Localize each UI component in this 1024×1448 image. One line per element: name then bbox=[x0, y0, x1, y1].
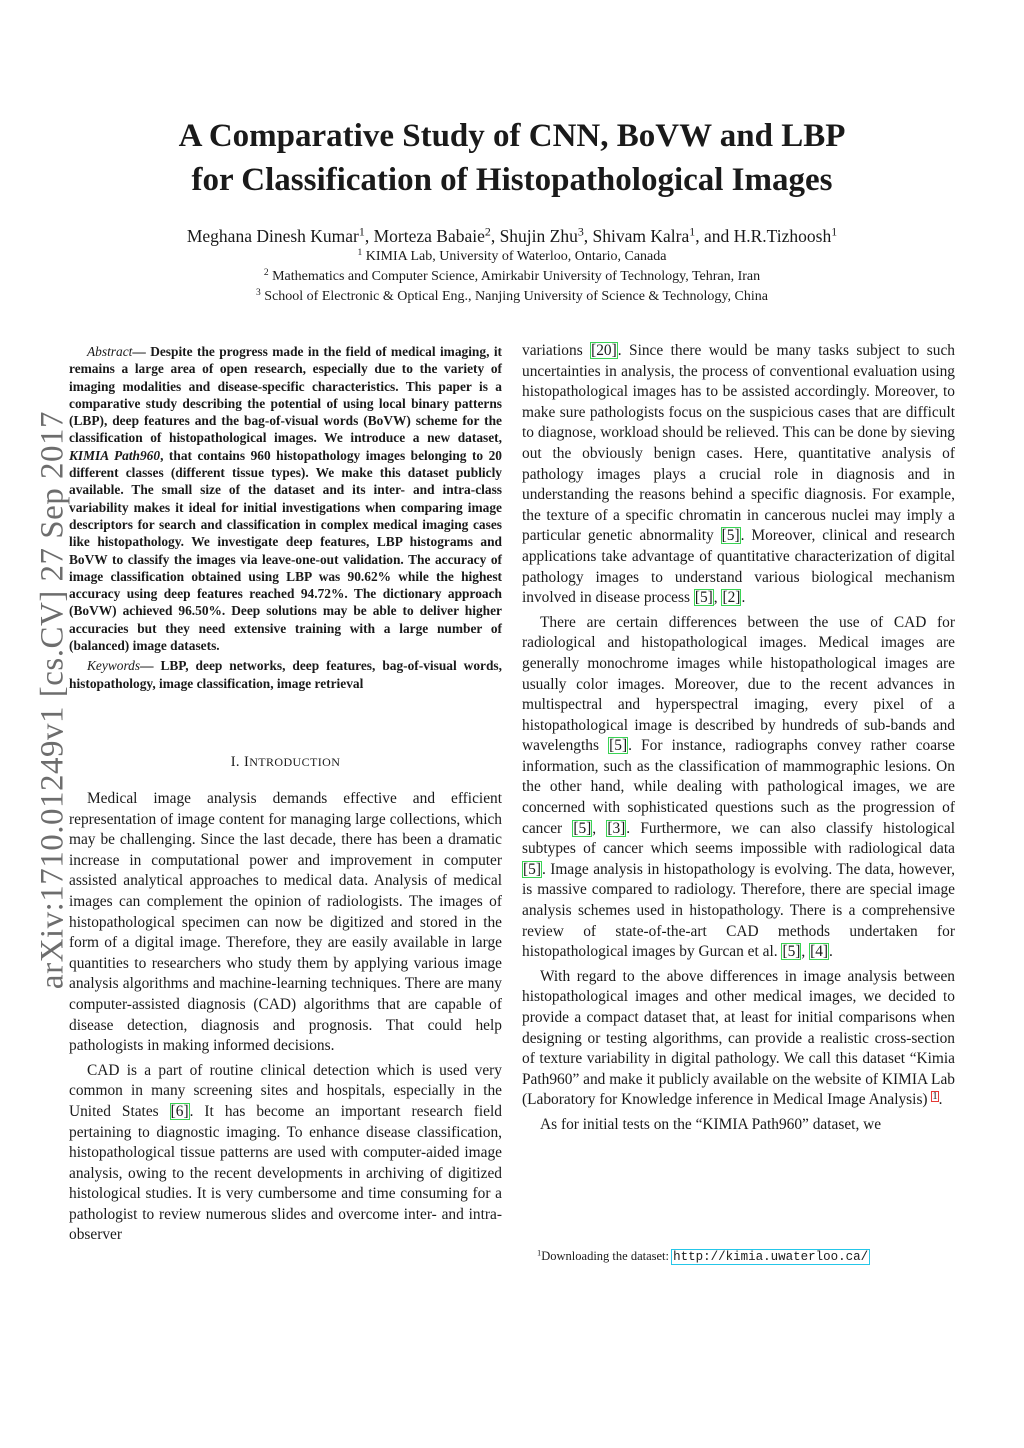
paragraph-text: variations bbox=[522, 342, 591, 359]
affiliation-text: KIMIA Lab, University of Waterloo, Ontario, Canada bbox=[365, 249, 667, 264]
author-list bbox=[0, 225, 1024, 247]
paragraph-text: , bbox=[801, 943, 810, 961]
paragraph-text: . bbox=[938, 1091, 943, 1109]
author-affiliation-mark: 1 bbox=[831, 224, 838, 239]
introduction-right-column bbox=[522, 341, 955, 1140]
intro-paragraph-1: Medical image analysis demands effective and efficient representation of image content for managing large collections, which may be challenging. Since the last decade, there has been a dramatic increase in computational power and improvement in computer assisted analytical approaches to medical data. Analysis of medical images can complement the opinion of radiologists. The images of histopathological specimen can now be digitized and stored in the form of a digital image. Therefore, they are easily available in large quantities to researchers who study them by applying various image analysis algorithms and machine-learning techniques. There are many computer-assisted diagnosis (CAD) algorithms that are capable of disease detection, diagnosis and prognosis. That could help pathologists in making informed decisions. bbox=[69, 790, 502, 1055]
author-name: Shujin Zhu bbox=[499, 226, 578, 246]
abstract-text-2: , that contains 960 histopathology images belonging to 20 different classes (different tissue types). We make this dataset publicly available. The small size of the dataset and its inter- and intra-class variability makes it ideal for initial investigations when comparing image descriptors for search and classification in complex medical imaging cases like histopathology. We investigate deep features, LBP histograms and BoVW to classify the images via leave-one-out validation. The accuracy of image classification obtained using LBP was 90.62% while the highest accuracy using deep features reached 94.72%. The dictionary approach (BoVW) achieved 96.50%. Deep solutions may be able to deliver higher accuracies but they need extensive training with a large number of (balanced) image datasets. bbox=[69, 447, 502, 654]
citation-link[interactable]: [3] bbox=[607, 819, 626, 837]
abstract-label: Abstract bbox=[87, 344, 133, 359]
citation-link[interactable]: [4] bbox=[810, 943, 829, 961]
paragraph-text: . Furthermore, we can also classify histological subtypes of cancer which seems impossible with radiological data bbox=[522, 819, 955, 858]
abstract-dash: — bbox=[132, 344, 151, 359]
citation-link[interactable]: [5] bbox=[573, 819, 592, 837]
author-affiliation-mark: 1 bbox=[358, 224, 365, 239]
citation-link[interactable]: [6] bbox=[170, 1102, 189, 1120]
abstract-paragraph bbox=[69, 343, 502, 654]
footnote bbox=[537, 1247, 869, 1266]
paragraph-text: . It has become an important research field pertaining to diagnostic imaging. To enhance disease classification, histopathological tissue patterns are used with computer-aided image analysis, owing to the recent developments in archiving of digitized histological studies. It is very cumbersome and time consuming for a pathologist to review numerous slides and overcome inter- and intra- observer bbox=[69, 1102, 502, 1244]
affiliation-1 bbox=[0, 248, 1024, 266]
intro-paragraph-2 bbox=[69, 1061, 502, 1246]
arxiv-identifier-text: arXiv:1710.01249v1 [cs.CV] 27 Sep 2017 bbox=[34, 410, 71, 990]
paragraph-text: . bbox=[741, 589, 746, 607]
section-title-rest: NTRODUCTION bbox=[249, 755, 341, 769]
paragraph-text: CAD is a part of routine clinical detection which is used very common in many screening sites and hospitals, especially in the United States bbox=[69, 1061, 502, 1120]
footnote-link[interactable]: 1 bbox=[932, 1090, 938, 1102]
affiliation-text: Mathematics and Computer Science, Amirkabir University of Technology, Tehran, Iran bbox=[272, 269, 761, 284]
paragraph-text: , bbox=[713, 589, 722, 607]
citation-link[interactable]: [2] bbox=[722, 589, 741, 607]
affiliation-3 bbox=[0, 288, 1024, 306]
citation-link[interactable]: [5] bbox=[523, 860, 541, 878]
right-paragraph-4: As for initial tests on the “KIMIA Path960” dataset, we bbox=[540, 1115, 882, 1133]
citation-link[interactable]: [5] bbox=[694, 589, 713, 607]
affiliation-number: 1 bbox=[357, 247, 363, 258]
affiliation-number: 2 bbox=[263, 267, 269, 278]
paper-title bbox=[0, 114, 1024, 202]
section-number: I. bbox=[230, 754, 244, 770]
author-affiliation-mark: 3 bbox=[577, 224, 584, 239]
dataset-name: KIMIA Path960 bbox=[69, 447, 161, 463]
paragraph-text: . For instance, radiographs convey rather coarse information, such as the classification of mammographic lesions. On the other hand, while dealing with pathological images, we are concerned with sophisticated questions such as the progression of cancer bbox=[522, 737, 955, 837]
right-paragraph-3 bbox=[522, 967, 955, 1111]
abstract-text-1: Despite the progress made in the field of medical imaging, it remains a large area of open research, especially due to the variety of imaging modalities and disease-specific characteristics. This paper is a comparative study describing the potential of using local binary patterns (LBP), deep features and the bag-of-visual words (BoVW) scheme for the classification of histopathological images. We introduce a new dataset, bbox=[69, 344, 502, 446]
title-line-2: for Classification of Histopathological Images bbox=[191, 162, 833, 198]
dataset-url-link[interactable]: http://kimia.uwaterloo.ca/ bbox=[673, 1250, 869, 1264]
citation-link[interactable]: [20] bbox=[591, 342, 617, 359]
citation-link[interactable]: [5] bbox=[609, 737, 628, 755]
keywords-text: LBP, deep networks, deep features, bag-of-visual words, histopathology, image classification, image retrieval bbox=[69, 658, 502, 691]
citation-link[interactable]: [5] bbox=[782, 943, 801, 961]
keywords-dash: — bbox=[140, 658, 161, 674]
paragraph-text: , bbox=[592, 819, 607, 837]
author-separator: , and bbox=[695, 226, 734, 246]
section-title-initial: I bbox=[243, 754, 250, 770]
paragraph-text: . bbox=[829, 943, 833, 961]
right-paragraph-2 bbox=[522, 613, 955, 963]
author-name: Morteza Babaie bbox=[373, 226, 485, 246]
author-name: H.R.Tizhoosh bbox=[733, 226, 832, 246]
affiliation-2 bbox=[0, 268, 1024, 286]
author-separator: , bbox=[364, 226, 374, 246]
citation-link[interactable]: [5] bbox=[721, 527, 740, 545]
paragraph-text: . Moreover, clinical and research applications take advantage of quantitative characterization of digital pathology images to understand various biological mechanism involved in disease process bbox=[522, 527, 955, 607]
author-separator: , bbox=[490, 226, 500, 246]
section-heading-introduction bbox=[69, 754, 502, 771]
abstract bbox=[69, 343, 502, 695]
right-paragraph-1 bbox=[522, 341, 955, 609]
footnote-text: Downloading the dataset: bbox=[541, 1249, 673, 1263]
author-name: Meghana Dinesh Kumar bbox=[186, 226, 359, 246]
footnote-number: 1 bbox=[537, 1247, 542, 1258]
paragraph-text: There are certain differences between the use of CAD for radiological and histopathological images. Medical images are generally monochrome images while histopathological images are usually color images. Moreover, due to the recent advances in multispectral and hyperspectral imaging, every pixel of a histopathological image is described by hundreds of sub-bands and wavelengths bbox=[522, 613, 955, 755]
paragraph-text: With regard to the above differences in image analysis between histopathological images and other medical images, we decided to provide a compact dataset that, at least for initial comparisons when designing or testing algorithms, can provide a realistic cross-section of texture variability in digital pathology. We call this dataset “Kimia Path960” and make it publicly available on the website of KIMIA Lab (Laboratory for Knowledge inference in Medical Image Analysis) bbox=[522, 967, 955, 1109]
author-name: Shivam Kalra bbox=[592, 226, 690, 246]
author-separator: , bbox=[583, 226, 593, 246]
keywords-label: Keywords bbox=[87, 658, 141, 674]
author-affiliation-mark: 1 bbox=[689, 224, 696, 239]
author-affiliation-mark: 2 bbox=[484, 224, 491, 239]
introduction-left-column bbox=[69, 789, 502, 1250]
paragraph-text: . Image analysis in histopathology is evolving. The data, however, is massive compared to radiology. Therefore, there are special image analysis schemes used in histopathology. There is a comprehensive review of state-of-the-art CAD methods undertaken for histopathological images by Gurcan et al. bbox=[522, 860, 955, 961]
title-line-1: A Comparative Study of CNN, BoVW and LBP bbox=[178, 118, 846, 154]
affiliation-number: 3 bbox=[256, 287, 261, 298]
paragraph-text: . Since there would be many tasks subject to such uncertainties in analysis, the process of conventional evaluation using histopathological images has to be assisted accordingly. Moreover, to make sure pathologists focus on the suspicious cases that are difficult to diagnose, workload should be relieved. This can be done by sieving out the obviously benign cases. Here, quantitative analysis of pathology images plays a crucial role in diagnosis and in understanding the reasons behind a specific diagnosis. For example, the texture of a specific chromatin in cancerous nuclei may imply a particular genetic abnormality bbox=[522, 342, 955, 545]
affiliation-text: School of Electronic & Optical Eng., Nanjing University of Science & Technology, China bbox=[264, 289, 768, 304]
keywords-paragraph bbox=[69, 657, 502, 692]
